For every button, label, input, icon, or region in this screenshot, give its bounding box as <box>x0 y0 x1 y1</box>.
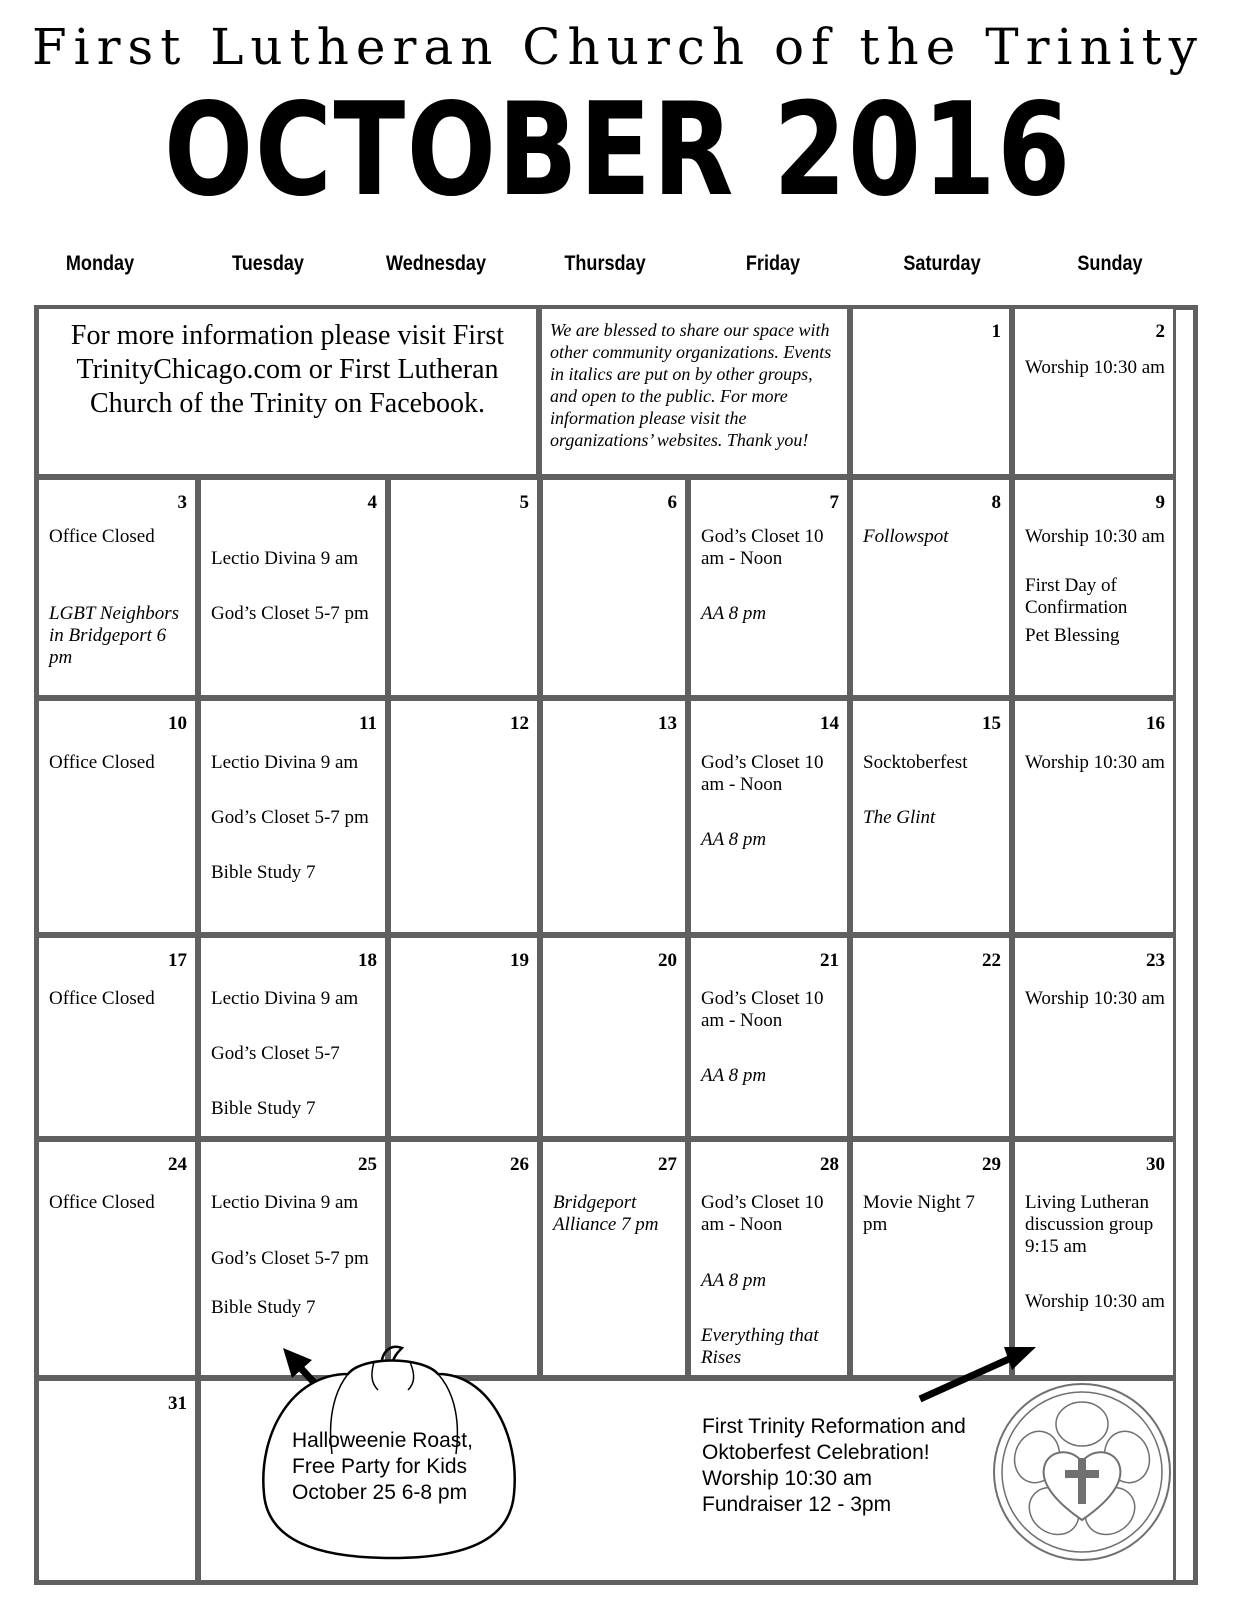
event-gods-closet: God’s Closet 5-7 <box>211 1043 340 1064</box>
church-title: First Lutheran Church of the Trinity <box>31 18 1205 76</box>
reformation-line-4: Fundraiser 12 - 3pm <box>702 1493 892 1516</box>
day-cell-14 <box>688 698 850 935</box>
day-cell-7 <box>688 477 850 698</box>
day-cell-15 <box>850 698 1012 935</box>
day-number: 23 <box>1146 950 1165 971</box>
event-aa: AA 8 pm <box>701 1065 767 1086</box>
event-lectio-divina: Lectio Divina 9 am <box>211 988 359 1009</box>
day-number: 8 <box>991 492 1001 513</box>
day-number: 31 <box>168 1393 187 1414</box>
day-cell-10 <box>36 698 198 935</box>
day-number: 7 <box>829 492 839 513</box>
day-cell-26 <box>388 1139 540 1378</box>
day-cell-3 <box>36 477 198 698</box>
event-worship: Worship 10:30 am <box>1025 357 1165 378</box>
event-movie-night: Movie Night 7 pm <box>863 1192 975 1235</box>
weekday-tuesday: Tuesday <box>232 252 304 275</box>
weekday-thursday: Thursday <box>564 252 646 275</box>
day-number: 9 <box>1155 492 1165 513</box>
event-lgbt-neighbors: LGBT Neighbors in Bridgeport 6 pm <box>49 603 180 668</box>
day-cell-21 <box>688 935 850 1139</box>
day-cell-6 <box>540 477 688 698</box>
day-number: 12 <box>510 713 529 734</box>
reformation-line-3: Worship 10:30 am <box>702 1467 873 1490</box>
day-cell-28 <box>688 1139 850 1378</box>
day-number: 27 <box>658 1154 677 1175</box>
event-the-glint: The Glint <box>863 807 936 828</box>
event-office-closed: Office Closed <box>49 526 155 547</box>
day-cell-23 <box>1012 935 1176 1139</box>
event-confirmation: First Day of Confirmation <box>1025 575 1128 618</box>
day-number: 22 <box>982 950 1001 971</box>
day-number: 15 <box>982 713 1001 734</box>
day-cell-11 <box>198 698 388 935</box>
info-cell <box>36 306 539 477</box>
day-number: 1 <box>991 321 1001 342</box>
event-worship: Worship 10:30 am <box>1025 1291 1165 1312</box>
event-bible-study: Bible Study 7 <box>211 862 316 883</box>
event-worship: Worship 10:30 am <box>1025 752 1165 773</box>
day-number: 24 <box>168 1154 187 1175</box>
day-cell-17 <box>36 935 198 1139</box>
day-number: 20 <box>658 950 677 971</box>
info-text: For more information please visit First TrinityChicago.com or First Lutheran Church of the Trinity on Facebook. <box>70 320 505 419</box>
day-number: 5 <box>519 492 529 513</box>
halloween-line-3: October 25 6-8 pm <box>292 1481 468 1504</box>
event-gods-closet: God’s Closet 5-7 pm <box>211 807 369 828</box>
halloween-line-1: Halloweenie Roast, <box>292 1429 473 1452</box>
event-office-closed: Office Closed <box>49 752 155 773</box>
day-cell-25 <box>198 1139 388 1378</box>
day-number: 4 <box>367 492 377 513</box>
event-gods-closet: God’s Closet 10 am - Noon <box>701 1192 824 1235</box>
event-office-closed: Office Closed <box>49 988 155 1009</box>
event-office-closed: Office Closed <box>49 1192 155 1213</box>
weekday-saturday: Saturday <box>903 252 981 275</box>
day-number: 3 <box>177 492 187 513</box>
event-bridgeport-alliance: Bridgeport Alliance 7 pm <box>553 1192 659 1235</box>
day-number: 21 <box>820 950 839 971</box>
day-number: 17 <box>168 950 187 971</box>
day-number: 13 <box>658 713 677 734</box>
day-number: 16 <box>1146 713 1165 734</box>
community-note-cell <box>539 306 850 477</box>
weekday-monday: Monday <box>65 252 135 275</box>
event-aa: AA 8 pm <box>701 1270 767 1291</box>
day-cell-5 <box>388 477 540 698</box>
event-lectio-divina: Lectio Divina 9 am <box>211 752 359 773</box>
event-everything-that-rises: Everything that Rises <box>701 1325 819 1368</box>
day-cell-4 <box>198 477 388 698</box>
day-number: 29 <box>982 1154 1001 1175</box>
day-cell-9 <box>1012 477 1176 698</box>
halloween-line-2: Free Party for Kids <box>292 1455 468 1478</box>
weekday-wednesday: Wednesday <box>385 252 487 275</box>
day-number: 30 <box>1146 1154 1165 1175</box>
event-followspot: Followspot <box>863 526 949 547</box>
day-cell-19 <box>388 935 540 1139</box>
month-title: OCTOBER 2016 <box>164 76 1072 225</box>
day-cell-24 <box>36 1139 198 1378</box>
day-cell-27 <box>540 1139 688 1378</box>
day-cell-20 <box>540 935 688 1139</box>
event-gods-closet: God’s Closet 5-7 pm <box>211 1248 369 1269</box>
day-cell-1 <box>850 306 1012 477</box>
luther-rose-icon <box>990 1380 1174 1564</box>
weekday-friday: Friday <box>745 252 801 275</box>
event-aa: AA 8 pm <box>701 829 767 850</box>
day-cell-8 <box>850 477 1012 698</box>
community-note: We are blessed to share our space with other community organizations. Events in italics are put on by other groups, and open to the public. For more information please visit the organizations’ websites. Thank you! <box>550 320 832 450</box>
event-lectio-divina: Lectio Divina 9 am <box>211 1192 359 1213</box>
day-number: 26 <box>510 1154 529 1175</box>
day-cell-16 <box>1012 698 1176 935</box>
event-living-lutheran: Living Lutheran discussion group 9:15 am <box>1025 1192 1154 1257</box>
event-lectio-divina: Lectio Divina 9 am <box>211 548 359 569</box>
day-cell-30 <box>1012 1139 1176 1378</box>
day-cell-29 <box>850 1139 1012 1378</box>
day-cell-2 <box>1012 306 1176 477</box>
event-gods-closet: God’s Closet 10 am - Noon <box>701 752 824 795</box>
day-number: 18 <box>358 950 377 971</box>
event-gods-closet: God’s Closet 10 am - Noon <box>701 988 824 1031</box>
event-bible-study: Bible Study 7 <box>211 1297 316 1318</box>
day-cell-22 <box>850 935 1012 1139</box>
event-pet-blessing: Pet Blessing <box>1025 625 1120 646</box>
day-cell-13 <box>540 698 688 935</box>
day-cell-12 <box>388 698 540 935</box>
event-bible-study: Bible Study 7 <box>211 1098 316 1119</box>
event-gods-closet: God’s Closet 5-7 pm <box>211 603 369 624</box>
day-number: 2 <box>1155 321 1165 342</box>
day-number: 14 <box>820 713 839 734</box>
weekday-sunday: Sunday <box>1077 252 1143 275</box>
day-number: 11 <box>359 713 377 734</box>
reformation-line-1: First Trinity Reformation and <box>702 1415 966 1438</box>
event-worship: Worship 10:30 am <box>1025 988 1165 1009</box>
reformation-line-2: Oktoberfest Celebration! <box>702 1441 930 1464</box>
event-gods-closet: God’s Closet 10 am - Noon <box>701 526 824 569</box>
day-number: 6 <box>667 492 677 513</box>
day-number: 28 <box>820 1154 839 1175</box>
day-cell-31 <box>36 1378 198 1583</box>
day-number: 19 <box>510 950 529 971</box>
day-number: 10 <box>168 713 187 734</box>
day-number: 25 <box>358 1154 377 1175</box>
event-aa: AA 8 pm <box>701 603 767 624</box>
event-worship: Worship 10:30 am <box>1025 526 1165 547</box>
day-cell-18 <box>198 935 388 1139</box>
event-socktoberfest: Socktoberfest <box>863 752 968 773</box>
